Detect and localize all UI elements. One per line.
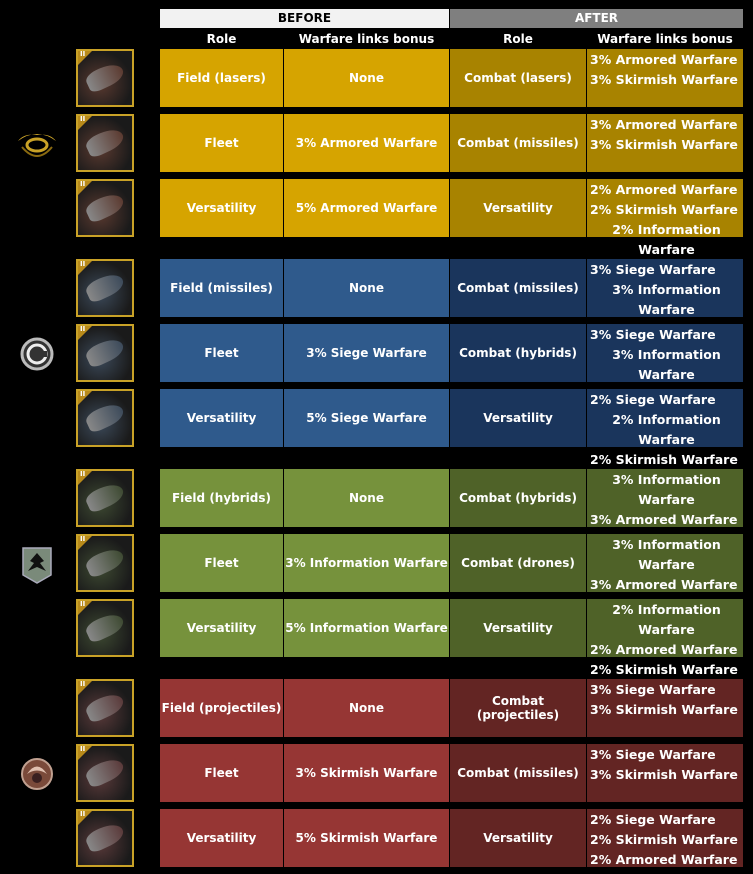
ship-icon [84, 400, 127, 434]
role-after-cell: Combat (projectiles) [450, 679, 586, 737]
tech2-badge-icon [78, 536, 92, 550]
warfare-bonus-line: 3% Armored Warfare [590, 117, 738, 132]
role-before-cell: Fleet [160, 534, 283, 592]
tech2-badge-icon [78, 471, 92, 485]
role-after-cell: Versatility [450, 389, 586, 447]
tech2-badge-icon [78, 681, 92, 695]
warfare-bonus-line: 2% Siege Warfare [590, 812, 716, 827]
warfare-bonus-line: 3% Information Warfare [612, 472, 721, 507]
after-header: AFTER [450, 9, 743, 28]
warfare-bonus-line: 2% Armored Warfare [590, 642, 738, 657]
role-before-cell: Versatility [160, 179, 283, 237]
tech2-badge-icon [78, 746, 92, 760]
column-bonus-after: Warfare links bonus [597, 32, 733, 46]
warfare-bonus-line: 3% Siege Warfare [590, 747, 716, 762]
warfare-bonus-line: 3% Siege Warfare [590, 682, 716, 697]
ship-thumbnail[interactable] [76, 679, 134, 737]
role-after-cell: Combat (drones) [450, 534, 586, 592]
ship-thumbnail[interactable] [76, 114, 134, 172]
warfare-bonus-line: 2% Skirmish Warfare [590, 452, 738, 467]
bonus-before-cell: 3% Skirmish Warfare [284, 744, 449, 802]
gallente-emblem-icon [14, 541, 60, 587]
role-before-cell: Versatility [160, 809, 283, 867]
warfare-bonus-after-cell [587, 809, 743, 867]
role-after-cell: Combat (lasers) [450, 49, 586, 107]
tech2-badge-icon [78, 116, 92, 130]
ship-icon [84, 190, 127, 224]
warfare-bonus-after-cell [587, 324, 743, 382]
ship-thumbnail[interactable] [76, 49, 134, 107]
warfare-bonus-line: 2% Information Warfare [612, 222, 721, 257]
role-before-cell: Field (lasers) [160, 49, 283, 107]
warfare-bonus-line: 3% Siege Warfare [590, 262, 716, 277]
tech2-badge-icon [78, 601, 92, 615]
tech2-badge-icon [78, 811, 92, 825]
ship-icon [84, 690, 127, 724]
warfare-bonus-after-cell [587, 179, 743, 257]
role-after-cell: Combat (hybrids) [450, 469, 586, 527]
bonus-before-cell: 5% Information Warfare [284, 599, 449, 657]
tech2-badge-icon [78, 181, 92, 195]
role-before-cell: Field (missiles) [160, 259, 283, 317]
bonus-before-cell: 3% Siege Warfare [284, 324, 449, 382]
bonus-before-cell: None [284, 469, 449, 527]
warfare-bonus-after-cell [587, 259, 743, 317]
warfare-bonus-line: 2% Information Warfare [612, 412, 721, 447]
warfare-bonus-after-cell [587, 744, 743, 802]
bonus-before-cell: 3% Information Warfare [284, 534, 449, 592]
warfare-bonus-line: 3% Skirmish Warfare [590, 767, 738, 782]
ship-icon [84, 820, 127, 854]
warfare-bonus-line: 3% Information Warfare [612, 347, 721, 382]
bonus-before-cell: 5% Siege Warfare [284, 389, 449, 447]
warfare-bonus-after-cell [587, 469, 743, 527]
warfare-bonus-after-cell [587, 679, 743, 737]
ship-icon [84, 610, 127, 644]
warfare-bonus-line: 3% Armored Warfare [590, 52, 738, 67]
ship-thumbnail[interactable] [76, 259, 134, 317]
bonus-before-cell: 5% Armored Warfare [284, 179, 449, 237]
warfare-bonus-line: 3% Information Warfare [612, 537, 721, 572]
warfare-bonus-after-cell [587, 389, 743, 467]
role-after-cell: Versatility [450, 179, 586, 237]
role-before-cell: Fleet [160, 114, 283, 172]
warfare-bonus-after-cell [587, 114, 743, 172]
role-before-cell: Versatility [160, 389, 283, 447]
minmatar-emblem-icon [14, 751, 60, 797]
warfare-bonus-line: 3% Armored Warfare [590, 512, 738, 527]
role-before-cell: Fleet [160, 744, 283, 802]
ship-thumbnail[interactable] [76, 809, 134, 867]
role-after-cell: Combat (hybrids) [450, 324, 586, 382]
warfare-bonus-after-cell [587, 49, 743, 107]
ship-thumbnail[interactable] [76, 744, 134, 802]
warfare-bonus-line: 3% Skirmish Warfare [590, 702, 738, 717]
warfare-bonus-line: 2% Skirmish Warfare [590, 832, 738, 847]
ship-thumbnail[interactable] [76, 599, 134, 657]
ship-icon [84, 480, 127, 514]
warfare-bonus-line: 3% Skirmish Warfare [590, 137, 738, 152]
warfare-bonus-after-cell [587, 599, 743, 677]
ship-thumbnail[interactable] [76, 179, 134, 237]
warfare-bonus-line: 2% Armored Warfare [590, 182, 738, 197]
role-after-cell: Combat (missiles) [450, 259, 586, 317]
warfare-bonus-line: 3% Information Warfare [612, 282, 721, 317]
ship-thumbnail[interactable] [76, 534, 134, 592]
column-role-before: Role [206, 32, 237, 46]
warfare-bonus-line: 2% Skirmish Warfare [590, 202, 738, 217]
role-after-cell: Combat (missiles) [450, 744, 586, 802]
ship-thumbnail[interactable] [76, 389, 134, 447]
ship-thumbnail[interactable] [76, 469, 134, 527]
tech2-badge-icon [78, 261, 92, 275]
warfare-bonus-after-cell [587, 534, 743, 592]
role-before-cell: Field (projectiles) [160, 679, 283, 737]
warfare-bonus-line: 2% Skirmish Warfare [590, 662, 738, 677]
bonus-before-cell: None [284, 259, 449, 317]
amarr-emblem-icon [14, 121, 60, 167]
ship-icon [84, 270, 127, 304]
warfare-bonus-line: 2% Information Warfare [612, 602, 721, 637]
before-header: BEFORE [160, 9, 449, 28]
bonus-before-cell: 3% Armored Warfare [284, 114, 449, 172]
caldari-emblem-icon [14, 331, 60, 377]
warfare-bonus-line: 2% Siege Warfare [590, 392, 716, 407]
role-before-cell: Fleet [160, 324, 283, 382]
role-after-cell: Combat (missiles) [450, 114, 586, 172]
role-after-cell: Versatility [450, 809, 586, 867]
ship-icon [84, 335, 127, 369]
tech2-badge-icon [78, 326, 92, 340]
tech2-badge-icon [78, 391, 92, 405]
warfare-bonus-line: 3% Armored Warfare [590, 577, 738, 592]
tech2-badge-icon [78, 51, 92, 65]
column-bonus-before: Warfare links bonus [298, 32, 435, 46]
role-before-cell: Field (hybrids) [160, 469, 283, 527]
bonus-before-cell: 5% Skirmish Warfare [284, 809, 449, 867]
ship-icon [84, 545, 127, 579]
ship-icon [84, 125, 127, 159]
role-after-cell: Versatility [450, 599, 586, 657]
warfare-bonus-line: 3% Skirmish Warfare [590, 72, 738, 87]
ship-icon [84, 755, 127, 789]
bonus-before-cell: None [284, 679, 449, 737]
bonus-before-cell: None [284, 49, 449, 107]
ship-icon [84, 60, 127, 94]
warfare-bonus-line: 3% Siege Warfare [590, 327, 716, 342]
role-before-cell: Versatility [160, 599, 283, 657]
ship-thumbnail[interactable] [76, 324, 134, 382]
warfare-bonus-line: 2% Armored Warfare [590, 852, 738, 867]
column-role-after: Role [503, 32, 533, 46]
